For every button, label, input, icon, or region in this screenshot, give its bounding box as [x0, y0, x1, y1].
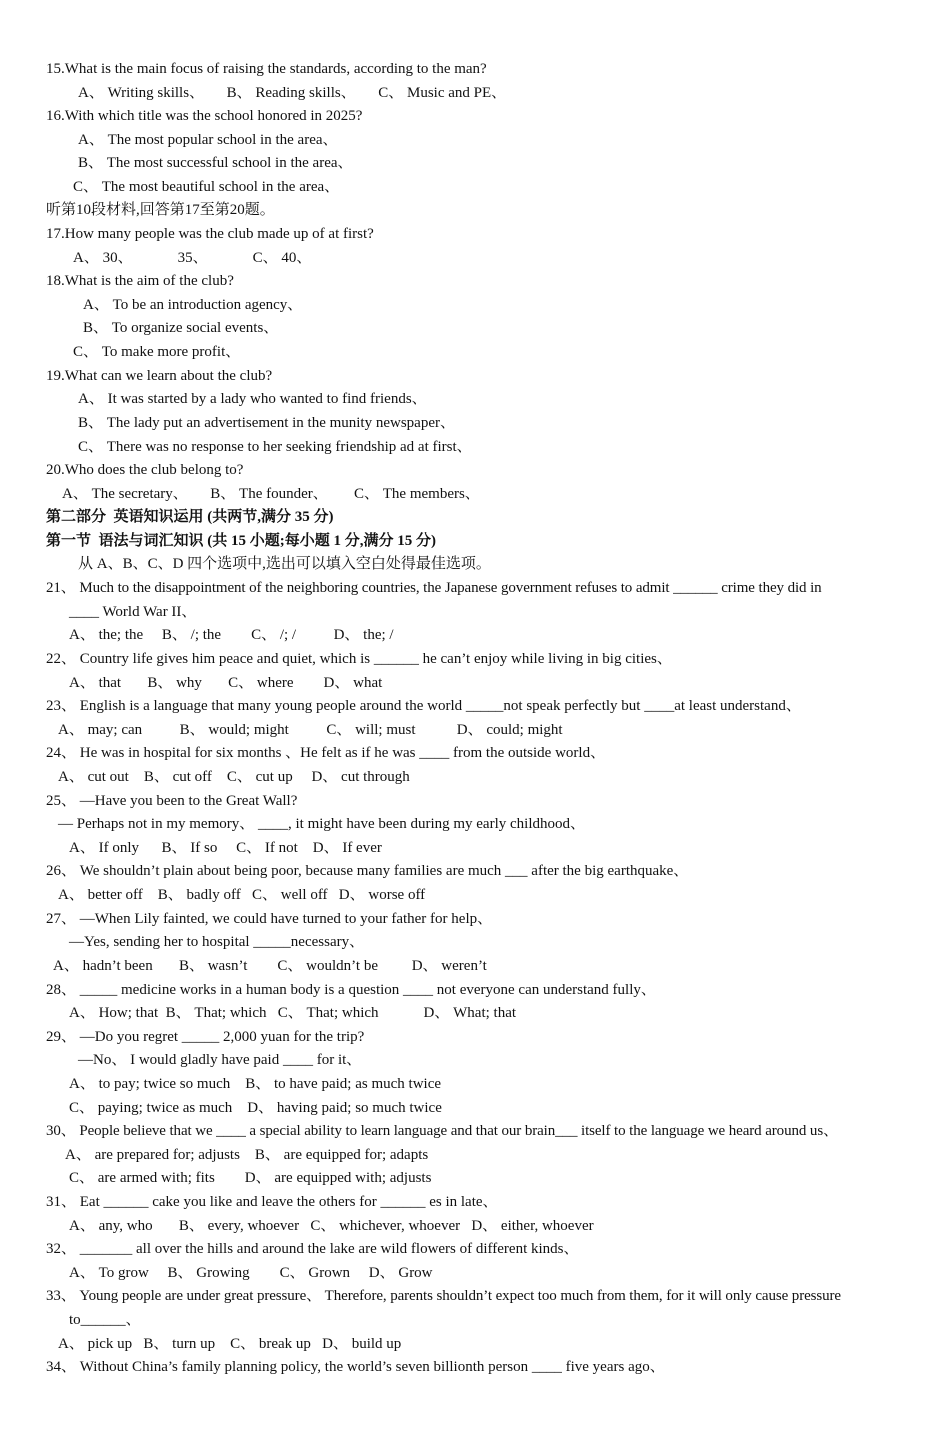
question-16-option-c: C、 The most beautiful school in the area、 [73, 179, 340, 195]
question-32-options: A、 To grow B、 Growing C、 Grown D、 Grow [69, 1265, 433, 1281]
question-20: 20.Who does the club belong to? [46, 462, 244, 478]
question-18: 18.What is the aim of the club? [46, 273, 234, 289]
question-18-option-c: C、 To make more profit、 [73, 344, 241, 360]
question-27-reply: —Yes, sending her to hospital _____necessary、 [69, 934, 365, 950]
question-34: 34、 Without China’s family planning policy, the world’s seven billionth person ____ five years ago、 [46, 1359, 665, 1375]
question-33-continued: to______、 [69, 1312, 141, 1328]
question-16-option-b: B、 The most successful school in the area、 [78, 155, 353, 171]
question-33: 33、 Young people are under great pressure、 Therefore, parents shouldn’t expect too much from them, for it will only cause pressure [46, 1288, 841, 1304]
question-23: 23、 English is a language that many young people around the world _____not speak perfectly but ____at least understand、 [46, 698, 801, 714]
question-18-option-b: B、 To organize social events、 [83, 320, 279, 336]
question-24: 24、 He was in hospital for six months 、He felt as if he was ____ from the outside world、 [46, 745, 606, 761]
question-28: 28、 _____ medicine works in a human body is a question ____ not everyone can understand fully、 [46, 982, 656, 998]
question-30: 30、 People believe that we ____ a special ability to learn language and that our brain___ itself to the language we heard around us、 [46, 1123, 838, 1139]
question-27: 27、 —When Lily fainted, we could have turned to your father for help、 [46, 911, 493, 927]
question-26: 26、 We shouldn’t plain about being poor, because many families are much ___ after the big earthquake、 [46, 863, 689, 879]
question-25: 25、 —Have you been to the Great Wall? [46, 793, 298, 809]
question-29-options-ab: A、 to pay; twice so much B、 to have paid; as much twice [69, 1076, 442, 1092]
question-23-options: A、 may; can B、 would; might C、 will; must D、 could; might [58, 722, 563, 738]
question-21-options: A、 the; the B、 /; the C、 /; / D、 the; / [69, 627, 394, 643]
question-16-option-a: A、 The most popular school in the area、 [78, 132, 338, 148]
question-27-options: A、 hadn’t been B、 wasn’t C、 wouldn’t be D、 weren’t [53, 958, 487, 974]
question-25-options: A、 If only B、 If so C、 If not D、 If ever [69, 840, 382, 856]
question-19: 19.What can we learn about the club? [46, 368, 273, 384]
question-15: 15.What is the main focus of raising the standards, according to the man? [46, 61, 487, 77]
section-one-instruction: 从 A、B、C、D 四个选项中,选出可以填入空白处得最佳选项。 [78, 556, 491, 572]
question-21: 21、 Much to the disappointment of the neighboring countries, the Japanese government refuses to admit ______ crime they did in [46, 580, 822, 596]
question-30-options-cd: C、 are armed with; fits D、 are equipped with; adjusts [69, 1170, 432, 1186]
question-22-options: A、 that B、 why C、 where D、 what [69, 675, 383, 691]
question-16: 16.With which title was the school honored in 2025? [46, 108, 363, 124]
question-22: 22、 Country life gives him peace and quiet, which is ______ he can’t enjoy while living in big cities、 [46, 651, 672, 667]
section-one-heading: 第一节 语法与词汇知识 (共 15 小题;每小题 1 分,满分 15 分) [46, 533, 436, 549]
question-19-option-a: A、 It was started by a lady who wanted to find friends、 [78, 391, 427, 407]
question-26-options: A、 better off B、 badly off C、 well off D、 worse off [58, 887, 426, 903]
question-33-options: A、 pick up B、 turn up C、 break up D、 build up [58, 1336, 402, 1352]
question-29: 29、 —Do you regret _____ 2,000 yuan for the trip? [46, 1029, 365, 1045]
question-29-options-cd: C、 paying; twice as much D、 having paid; so much twice [69, 1100, 442, 1116]
question-19-option-c: C、 There was no response to her seeking friendship ad at first、 [78, 439, 472, 455]
question-24-options: A、 cut out B、 cut off C、 cut up D、 cut through [58, 769, 410, 785]
question-32: 32、 _______ all over the hills and around the lake are wild flowers of different kinds、 [46, 1241, 579, 1257]
question-17: 17.How many people was the club made up of at first? [46, 226, 374, 242]
question-29-reply: —No、 I would gladly have paid ____ for it、 [78, 1052, 362, 1068]
part-two-heading: 第二部分 英语知识运用 (共两节,满分 35 分) [46, 509, 334, 525]
question-31-options: A、 any, who B、 every, whoever C、 whichever, whoever D、 either, whoever [69, 1218, 594, 1234]
question-25-reply: — Perhaps not in my memory、 ____, it might have been during my early childhood、 [58, 816, 585, 832]
question-21-continued: ____ World War II、 [69, 604, 197, 620]
question-19-option-b: B、 The lady put an advertisement in the munity newspaper、 [78, 415, 455, 431]
section-instruction-10: 听第10段材料,回答第17至第20题。 [46, 202, 275, 218]
question-15-options: A、 Writing skills、 B、 Reading skills、 C、 Music and PE、 [78, 85, 507, 101]
question-17-options: A、 30、 35、 C、 40、 [73, 250, 312, 266]
question-31: 31、 Eat ______ cake you like and leave the others for ______ es in late、 [46, 1194, 498, 1210]
question-20-options: A、 The secretary、 B、 The founder、 C、 The members、 [62, 486, 480, 502]
question-18-option-a: A、 To be an introduction agency、 [83, 297, 303, 313]
question-28-options: A、 How; that B、 That; which C、 That; which D、 What; that [69, 1005, 517, 1021]
question-30-options-ab: A、 are prepared for; adjusts B、 are equipped for; adapts [65, 1147, 429, 1163]
